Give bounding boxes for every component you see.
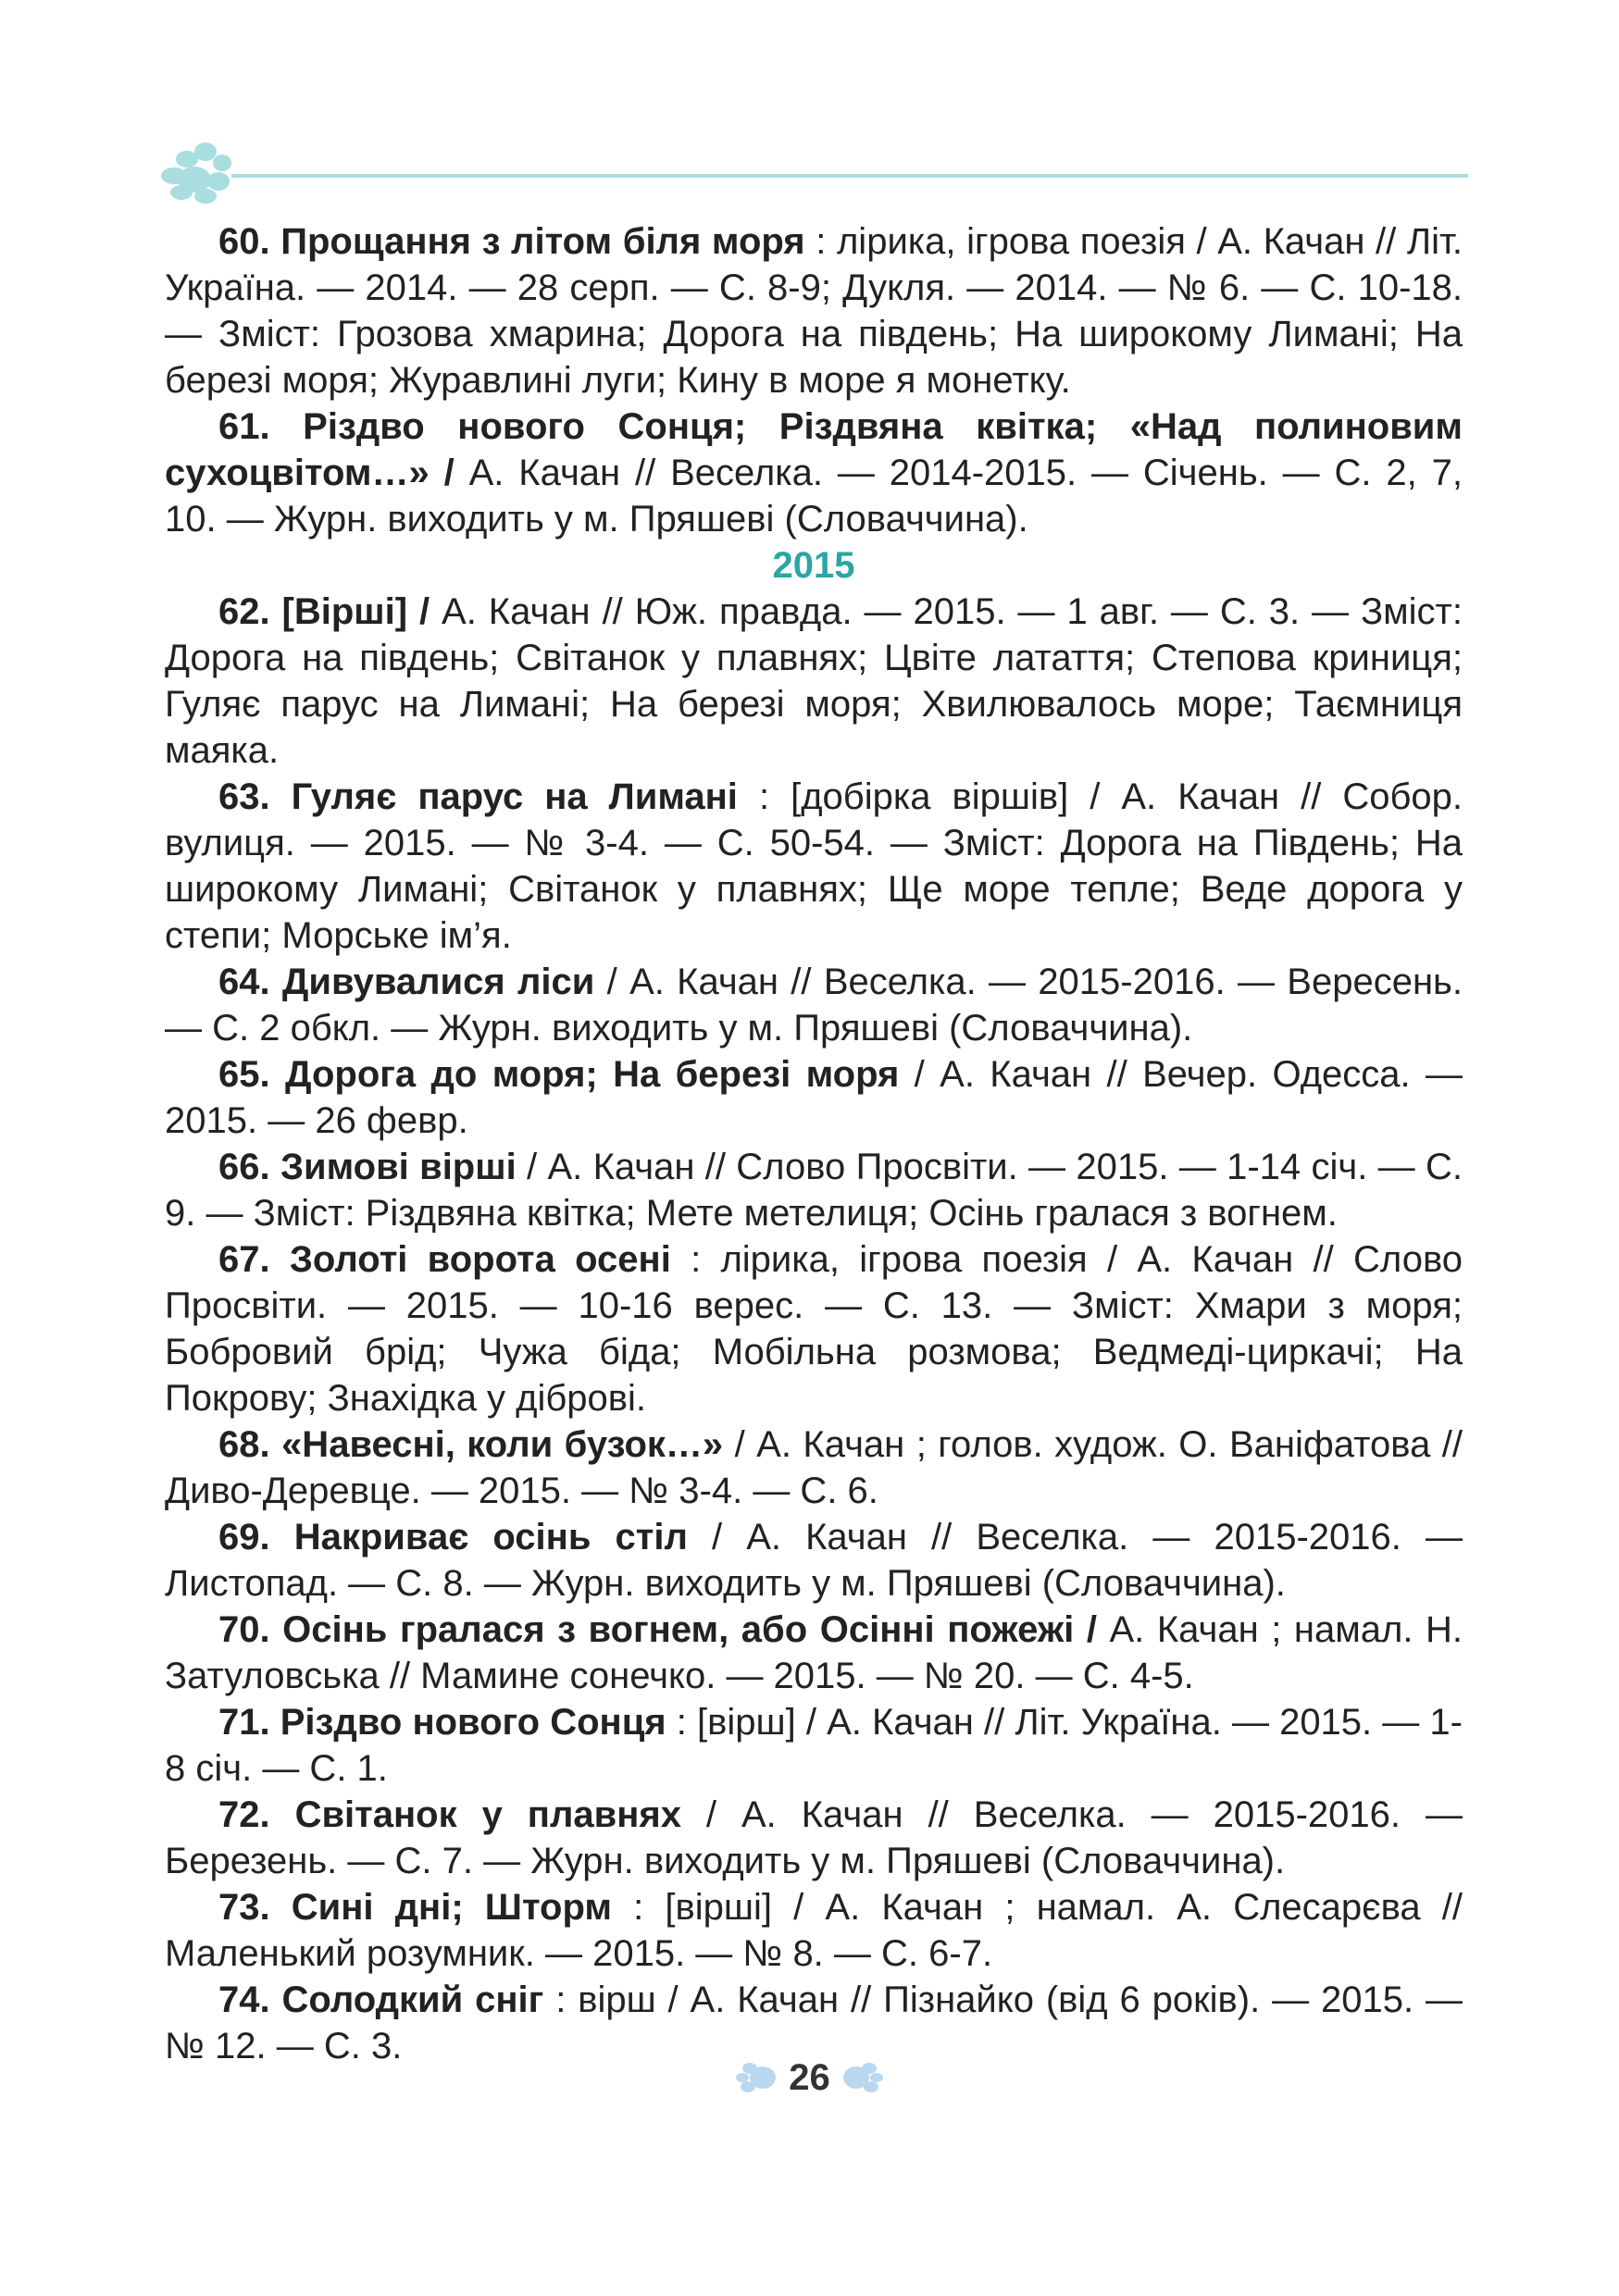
entry-title: Зимові вірші [280, 1147, 517, 1187]
bibliography-entry [165, 589, 1463, 774]
bibliography-list [165, 218, 1463, 2069]
bibliography-entry [165, 959, 1463, 1051]
entry-details: / А. Качан // Веселка. — 2015-2016. — Березень. — С. 7. — Журн. виходить у м. Пряшеві (Словаччина). [165, 1794, 1463, 1881]
bibliography-entry [165, 1607, 1463, 1699]
entry-title: [Вірші] / [281, 591, 430, 632]
entries-2014 [165, 218, 1463, 542]
entry-number: 74. [218, 1980, 270, 2020]
entry-title: Осінь гралася з вогнем, або Осінні пожежі / [282, 1609, 1097, 1650]
entry-details: / А. Качан // Веселка. — 2015-2016. — Листопад. — С. 8. — Журн. виходить у м. Пряшеві (Словаччина). [165, 1517, 1463, 1604]
entry-number: 60. [218, 221, 270, 262]
entry-title: «Навесні, коли бузок…» [281, 1424, 724, 1465]
year-heading: 2015 [772, 545, 855, 586]
entry-title: Гуляє парус на Лимані [291, 776, 738, 817]
entry-title: Різдво нового Сонця; Різдвяна квітка; «Над полиновим сухоцвітом…» / [165, 406, 1463, 493]
page-footer [0, 2050, 1619, 2105]
entry-title: Світанок у плавнях [294, 1794, 681, 1835]
bibliography-entry [165, 218, 1463, 403]
entry-title: Дорога до моря; На березі моря [284, 1054, 900, 1095]
entry-number: 72. [218, 1794, 270, 1835]
bibliography-entry [165, 1236, 1463, 1421]
snowflake-right-icon [841, 2059, 884, 2096]
entry-number: 64. [218, 962, 270, 1002]
snowflake-ornament-icon [161, 143, 231, 204]
entry-title: Різдво нового Сонця [280, 1702, 666, 1743]
entry-details: : лірика, ігрова поезія / А. Качан // Слово Просвіти. — 2015. — 10-16 верес. — С. 13. — Зміст: Хмари з моря; Бобровий брід; Чужа біда; Мобільна розмова; Ведмеді-циркачі; На Покрову; Знахідка у діброві. [165, 1239, 1463, 1419]
entry-number: 66. [218, 1147, 270, 1187]
entry-number: 63. [218, 776, 270, 817]
entry-details: : вірш / А. Качан // Пізнайко (від 6 років). — 2015. — № 12. — С. 3. [165, 1980, 1463, 2066]
entry-number: 73. [218, 1887, 270, 1928]
entry-details: А. Качан ; намал. Н. Затуловська // Мамине сонечко. — 2015. — № 20. — С. 4-5. [165, 1609, 1463, 1696]
entry-title: Сині дні; Шторм [291, 1887, 612, 1928]
entry-number: 65. [218, 1054, 270, 1095]
entry-details: : [вірші] / А. Качан ; намал. А. Слесарєва // Маленький розумник. — 2015. — № 8. — С. 6-7. [165, 1887, 1463, 1974]
entry-title: Золоті ворота осені [289, 1239, 671, 1280]
entry-number: 61. [218, 406, 270, 447]
bibliography-entry [165, 1051, 1463, 1144]
bibliography-entry [165, 1144, 1463, 1236]
entries-2015 [165, 589, 1463, 2069]
entry-title: Накриває осінь стіл [293, 1517, 688, 1558]
entry-details: : [добірка віршів] / А. Качан // Собор. вулиця. — 2015. — № 3-4. — С. 50-54. — Зміст: Дорога на Південь; На широкому Лимані; Світанок у плавнях; Ще море тепле; Веде дорога у степи; Морське ім’я. [165, 776, 1463, 956]
bibliography-entry [165, 403, 1463, 542]
entry-details: / А. Качан // Веселка. — 2015-2016. — Вересень. — С. 2 обкл. — Журн. виходить у м. Пряшеві (Словаччина). [165, 962, 1463, 1049]
entry-number: 67. [218, 1239, 270, 1280]
page-number: 26 [789, 2056, 830, 2098]
entry-details: / А. Качан // Слово Просвіти. — 2015. — 1-14 січ. — С. 9. — Зміст: Різдвяна квітка; Мете метелиця; Осінь гралася з вогнем. [165, 1147, 1463, 1234]
bibliography-entry [165, 1514, 1463, 1607]
bibliography-entry [165, 1421, 1463, 1514]
header-ornament [157, 139, 1472, 213]
entry-details: / А. Качан ; голов. худож. О. Ваніфатова // Диво-Деревце. — 2015. — № 3-4. — С. 6. [165, 1424, 1463, 1511]
bibliography-entry [165, 1884, 1463, 1977]
bibliography-entry [165, 774, 1463, 959]
entry-details: : лірика, ігрова поезія / А. Качан // Літ. Україна. — 2014. — 28 серп. — С. 8-9; Дукля. — 2014. — № 6. — С. 10-18. — Зміст: Грозова хмарина; Дорога на південь; На широкому Лимані; На березі моря; Журавлині луги; Кину в море я монетку. [165, 221, 1463, 401]
entry-title: Прощання з літом біля моря [280, 221, 805, 262]
entry-details: А. Качан // Юж. правда. — 2015. — 1 авг. — С. 3. — Зміст: Дорога на південь; Світанок у плавнях; Цвіте латаття; Степова криниця; Гуляє парус на Лимані; На березі моря; Хвилювалось море; Таємниця маяка. [165, 591, 1463, 771]
entry-number: 69. [218, 1517, 270, 1558]
entry-title: Солодкий сніг [281, 1980, 544, 2020]
entry-details: А. Качан // Веселка. — 2014-2015. — Січень. — С. 2, 7, 10. — Журн. виходить у м. Пряшеві (Словаччина). [165, 453, 1463, 540]
bibliography-entry [165, 1699, 1463, 1792]
entry-number: 71. [218, 1702, 270, 1743]
entry-details: / А. Качан // Вечер. Одесса. — 2015. — 26 февр. [165, 1054, 1463, 1141]
bibliography-entry [165, 1792, 1463, 1884]
snowflake-left-icon [735, 2059, 778, 2096]
entry-number: 62. [218, 591, 270, 632]
entry-title: Дивувалися ліси [281, 962, 595, 1002]
entry-number: 70. [218, 1609, 270, 1650]
entry-details: : [вірш] / А. Качан // Літ. Україна. — 2015. — 1-8 січ. — С. 1. [165, 1702, 1463, 1789]
entry-number: 68. [218, 1424, 270, 1465]
